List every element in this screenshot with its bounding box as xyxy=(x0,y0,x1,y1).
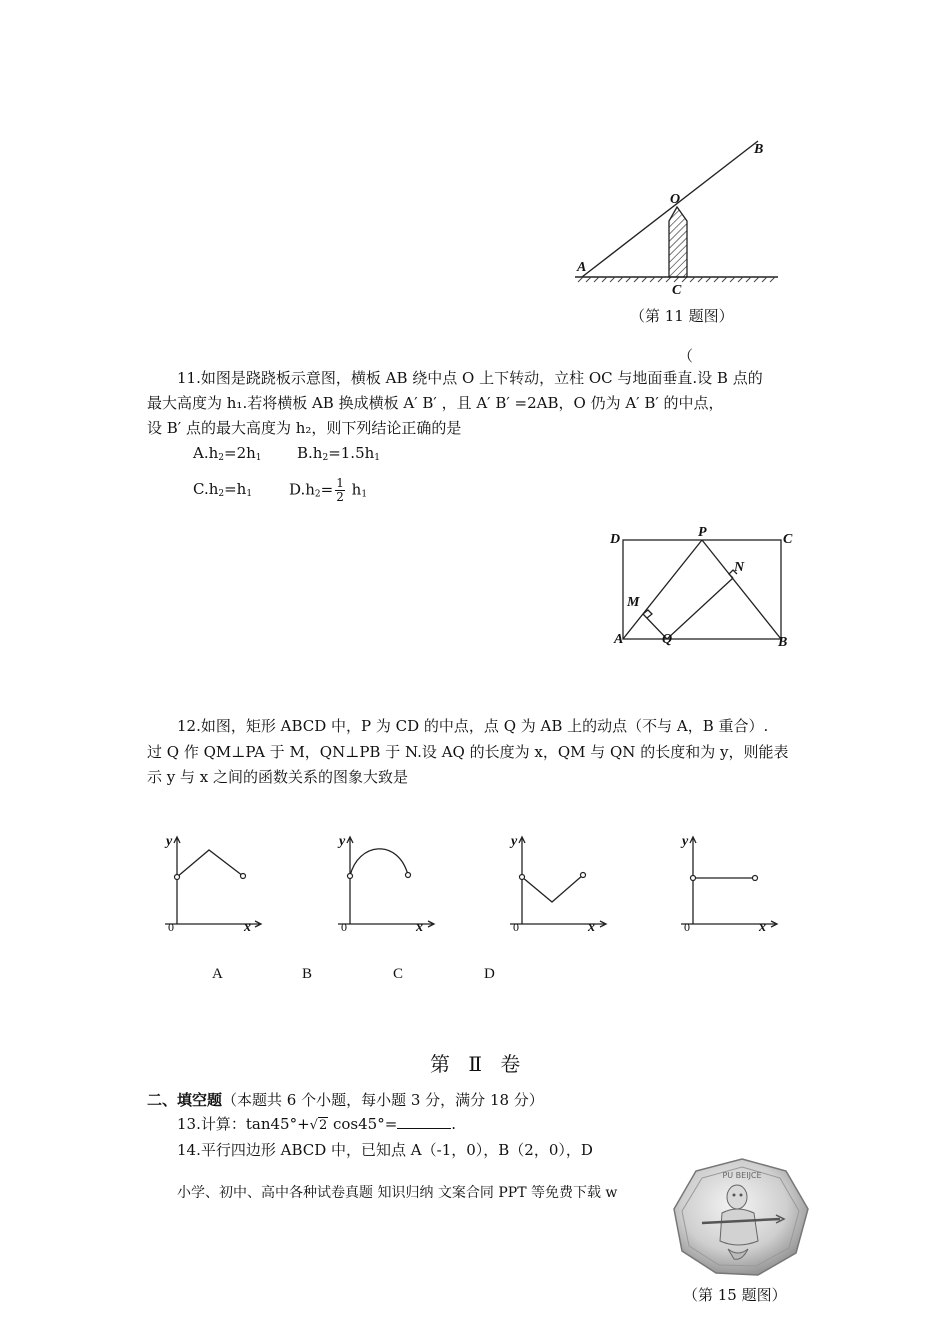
q11-option-b: $B.h_2=1.5h_1$ xyxy=(297,444,381,463)
q12-line3: 示 y 与 x 之间的函数关系的图象大致是 xyxy=(147,768,409,786)
q11-option-d: $D.h_2=$ $\frac{1}{2}$ $h_1$ xyxy=(289,476,368,504)
q14: 14.平行四边形 ABCD 中，已知点 A（-1，0），B（2，0），D xyxy=(177,1141,593,1159)
fig12-label-C: C xyxy=(783,532,793,547)
graph-d-x-label: x xyxy=(759,920,766,935)
part-ii-title: 第 Ⅱ 卷 xyxy=(430,1052,527,1076)
fig11-label-O: O xyxy=(670,192,681,207)
graph-d-origin: 0 xyxy=(684,920,690,934)
q13: 13.计算：tan45°+√2 cos45°= . xyxy=(177,1112,456,1138)
graph-b-origin: 0 xyxy=(341,920,347,934)
graph-b-y-label: y xyxy=(339,834,346,849)
fig11-caption: （第 11 题图） xyxy=(630,307,734,325)
graph-d-y-label: y xyxy=(682,834,689,849)
coin-image xyxy=(672,1157,812,1277)
choice-c-label: C xyxy=(393,966,404,982)
rectangle-figure xyxy=(605,530,800,655)
fraction-one-half: $\frac{1}{2}$ xyxy=(336,476,344,504)
answer-blank[interactable] xyxy=(397,1114,451,1129)
fig11-label-C: C xyxy=(672,283,682,298)
graph-a-x-label: x xyxy=(244,920,251,935)
stray-paren: （ xyxy=(678,347,694,365)
fig12-label-P: P xyxy=(698,525,707,540)
q11-line2: 最大高度为 h₁.若将横板 AB 换成横板 A′ B′ ，且 A′ B′ =2AB，O 仍为 A′ B′ 的中点， xyxy=(147,394,724,412)
fig15-caption: （第 15 题图） xyxy=(683,1286,787,1304)
sqrt-symbol: √2 xyxy=(309,1118,328,1133)
q11-option-a: $A.h_2=2h_1$ xyxy=(193,444,262,463)
choice-b-label: B xyxy=(302,966,313,982)
coin-lettering: PU BEIJCE xyxy=(722,1171,762,1180)
fig12-label-A: A xyxy=(614,632,624,647)
fig12-label-D: D xyxy=(610,532,621,547)
choice-d-label: D xyxy=(484,966,495,982)
q11-line3: 设 B′ 点的最大高度为 h₂，则下列结论正确的是 xyxy=(147,419,462,437)
fig11-label-A: A xyxy=(577,260,587,275)
seesaw-figure xyxy=(570,135,790,300)
section-header xyxy=(147,1088,544,1112)
graph-a-origin: 0 xyxy=(168,920,174,934)
graph-b-x-label: x xyxy=(416,920,423,935)
graph-a-y-label: y xyxy=(166,834,173,849)
q12-line2: 过 Q 作 QM⊥PA 于 M，QN⊥PB 于 N.设 AQ 的长度为 x，QM 与 QN 的长度和为 y，则能表 xyxy=(147,743,789,761)
graph-c-x-label: x xyxy=(588,920,595,935)
section-note: （本题共 6 个小题，每小题 3 分，满分 18 分） xyxy=(222,1091,544,1109)
fig12-label-Q: Q xyxy=(662,632,673,647)
fig11-label-B: B xyxy=(754,142,764,157)
q11-line1: 11.如图是跷跷板示意图，横板 AB 绕中点 O 上下转动，立柱 OC 与地面垂直.设 B 点的 xyxy=(177,369,763,387)
section-head-bold: 二、填空题 xyxy=(147,1091,223,1109)
q12-line1: 12.如图，矩形 ABCD 中，P 为 CD 的中点，点 Q 为 AB 上的动点（不与 A，B 重合）. xyxy=(177,717,769,735)
download-ad-text: 小学、初中、高中各种试卷真题 知识归纳 文案合同 PPT 等免费下载 w xyxy=(177,1185,618,1201)
graph-c-origin: 0 xyxy=(513,920,519,934)
fig12-label-M: M xyxy=(627,595,640,610)
fig12-label-B: B xyxy=(778,635,788,650)
choice-a-label: A xyxy=(212,966,223,982)
fig12-label-N: N xyxy=(734,560,745,575)
q11-option-c: $C.h_2=h_1$ xyxy=(193,480,253,499)
graph-c-y-label: y xyxy=(511,834,518,849)
